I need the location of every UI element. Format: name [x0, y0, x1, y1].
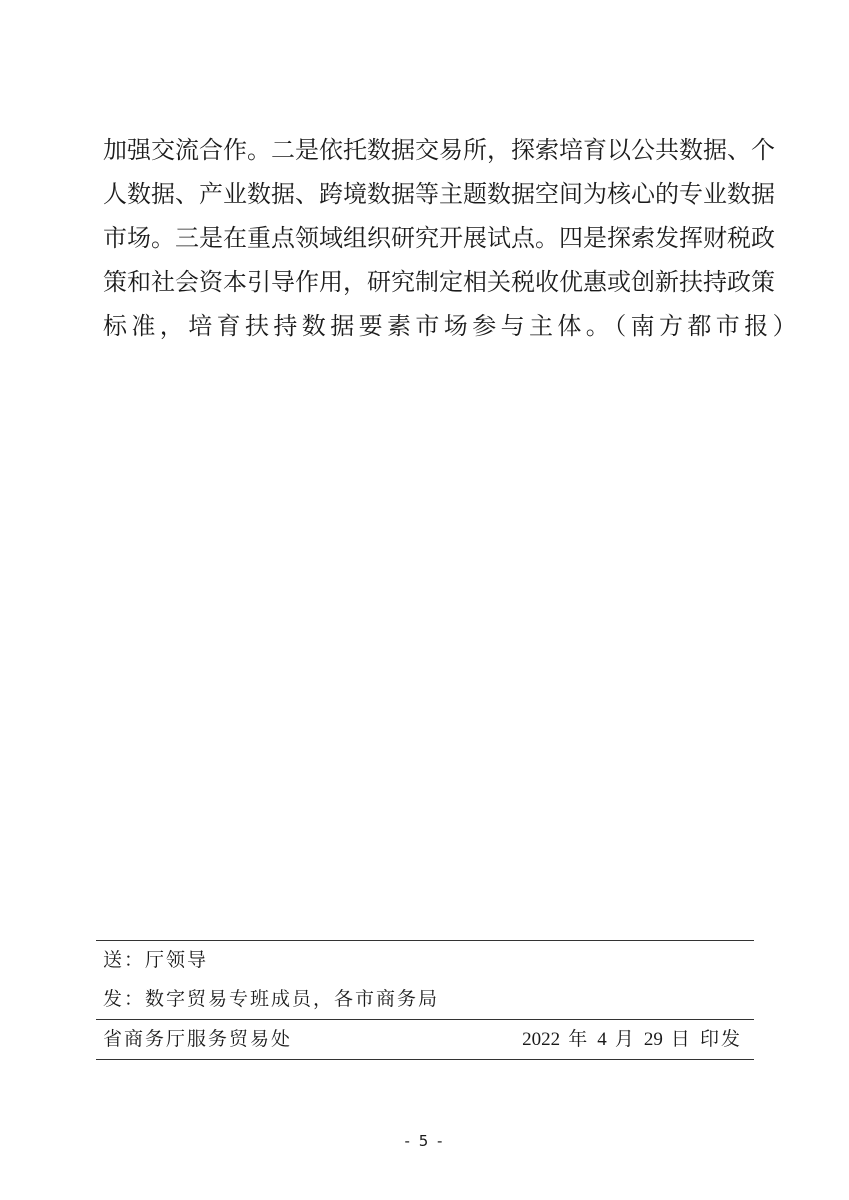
issue-year: 2022	[522, 1029, 561, 1050]
issue-day: 29	[643, 1029, 663, 1050]
body-line: 人数据、产业数据、跨境数据等主题数据空间为核心的专业数据	[103, 180, 775, 208]
body-line: 策和社会资本引导作用，研究制定相关税收优惠或创新扶持政策	[103, 268, 775, 296]
page-number: - 5 -	[404, 1132, 445, 1150]
distribution-footer	[96, 940, 754, 1060]
issue-month: 4	[597, 1029, 607, 1050]
send-to-row	[96, 941, 754, 980]
body-line: 标准，培育扶持数据要素市场参与主体。（南方都市报）	[103, 312, 801, 340]
distribute-to-label: 发：	[103, 988, 146, 1010]
send-to-label: 送：	[103, 949, 146, 971]
issue-date	[522, 1020, 742, 1059]
issuer-name: 省商务厅服务贸易处	[103, 1028, 293, 1050]
issued-label: 印发	[699, 1028, 742, 1050]
year-unit: 年	[568, 1028, 590, 1050]
body-line: 加强交流合作。二是依托数据交易所，探索培育以公共数据、个	[103, 136, 775, 164]
distribute-to-row	[96, 980, 754, 1019]
send-to-value: 厅领导	[145, 949, 209, 971]
issuer-row	[96, 1020, 754, 1059]
body-line: 市场。三是在重点领域组织研究开展试点。四是探索发挥财税政	[103, 224, 775, 252]
distribute-to-value: 数字贸易专班成员，各市商务局	[145, 988, 440, 1010]
body-text	[103, 128, 801, 348]
footer-bottom-rule	[96, 1059, 754, 1060]
day-unit: 日	[670, 1028, 692, 1050]
month-unit: 月	[614, 1028, 636, 1050]
